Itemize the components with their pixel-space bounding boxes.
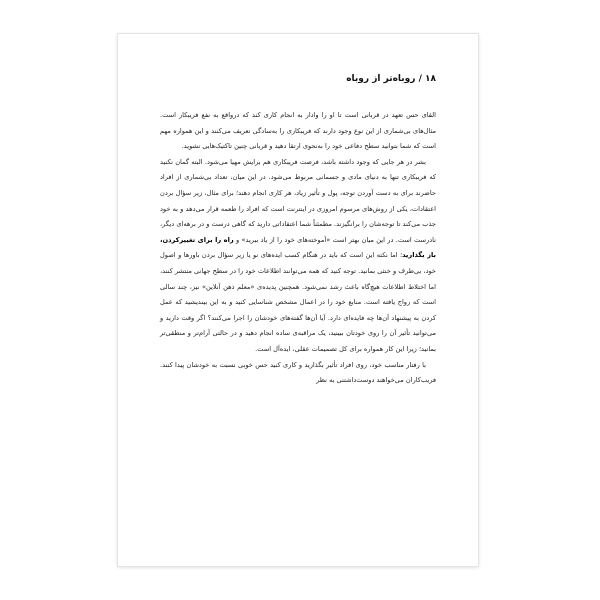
paragraph-1 xyxy=(160,108,436,155)
body-text xyxy=(160,108,436,389)
paragraph-2 xyxy=(160,155,436,358)
paragraph-3 xyxy=(160,358,436,389)
paragraph-2-bold-phrase: راه را برای تغییرکردن، باز بگذارید xyxy=(160,235,436,260)
book-page xyxy=(118,34,478,566)
paragraph-2-text-a: بشر در هر جایی که وجود داشته باشد، فرصت فریبکاری هم برایش مهیا می‌شود. البته گمان نکنید که فریبکاری تنها به دنیای مادی و جسمانی مربوط می‌شود. در این میان، تعداد بی‌شماری از افراد حاضرند برای به دست آوردن توجه، پول و تأثیر زیاد، هر کاری انجام دهند؛ برای مثال، زیر سؤال بردن اعتقادات، یکی از روش‌های مرسوم امروزی در اینترنت است که افراد را طعمه قرار می‌دهد و به خود جذب می‌کند تا توجه‌شان را برانگیزند. مطمئناً شما اعتقاداتی دارید که گاهی درست و در برهه‌ای دیگر، نادرست است. در این میان بهتر است «آموخته‌های خود را از یاد ببرید» و xyxy=(160,157,436,244)
paragraph-1-text: القای حس تعهد در قربانی است تا او را وادار به انجام کاری کند که درواقع به نفع فریبکار است. مثال‌های بی‌شماری از این نوع وجود دارند که فریبکاری را به‌سادگی تعریف می‌کنند و این همواره مهم است که شما بتوانید سطح دفاعی خود را به‌نحوی ارتقا دهید و قربانی چنین تاکتیک‌هایی نشوید. xyxy=(160,111,436,151)
running-head: ۱۸ / روباه‌تر از روباه xyxy=(346,74,436,84)
paragraph-2-text-b: ؛ اما نکته این است که باید در هنگام کسب ایده‌های نو یا زیر سؤال بردن باورها و اصول خود، بی‌طرف و خنثی بمانید. توجه کنید که همه می‌توانند اطلاعات خود را در سطح جهانی منتشر کنند، اما اختلاط اطلاعات هیچ‌گاه باعث رشد نمی‌شود. همچنین پدیده‌ی «معلم ذهن آنلاین» نیز، چند سالی است که رواج یافته است. منابع خود را در اعمال مشخص شناسایی کنید و به این بیندیشید که عمل کردن به پیشنهاد آن‌ها چه فایده‌ای دارد. آیا آن‌ها گفته‌های خودشان را اجرا می‌کنند؟ اگر وقت دارید و می‌توانید تأثیر آن را روی خودتان ببینید، یک مراقبه‌ی ساده انجام دهید و در حالتی آرام‌تر و منطقی‌تر بمانید؛ زیرا این کار همواره برای کل تصمیمات عقلی، ایده‌آل است. xyxy=(160,251,436,353)
paragraph-3-text: با رفتار مناسب خود، روی افراد تأثیر بگذارید و کاری کنید حس خوبی نسبت به خودشان پیدا کنند. فریب‌کاران می‌خواهند دوست‌داشتنی به نظر xyxy=(160,360,436,385)
